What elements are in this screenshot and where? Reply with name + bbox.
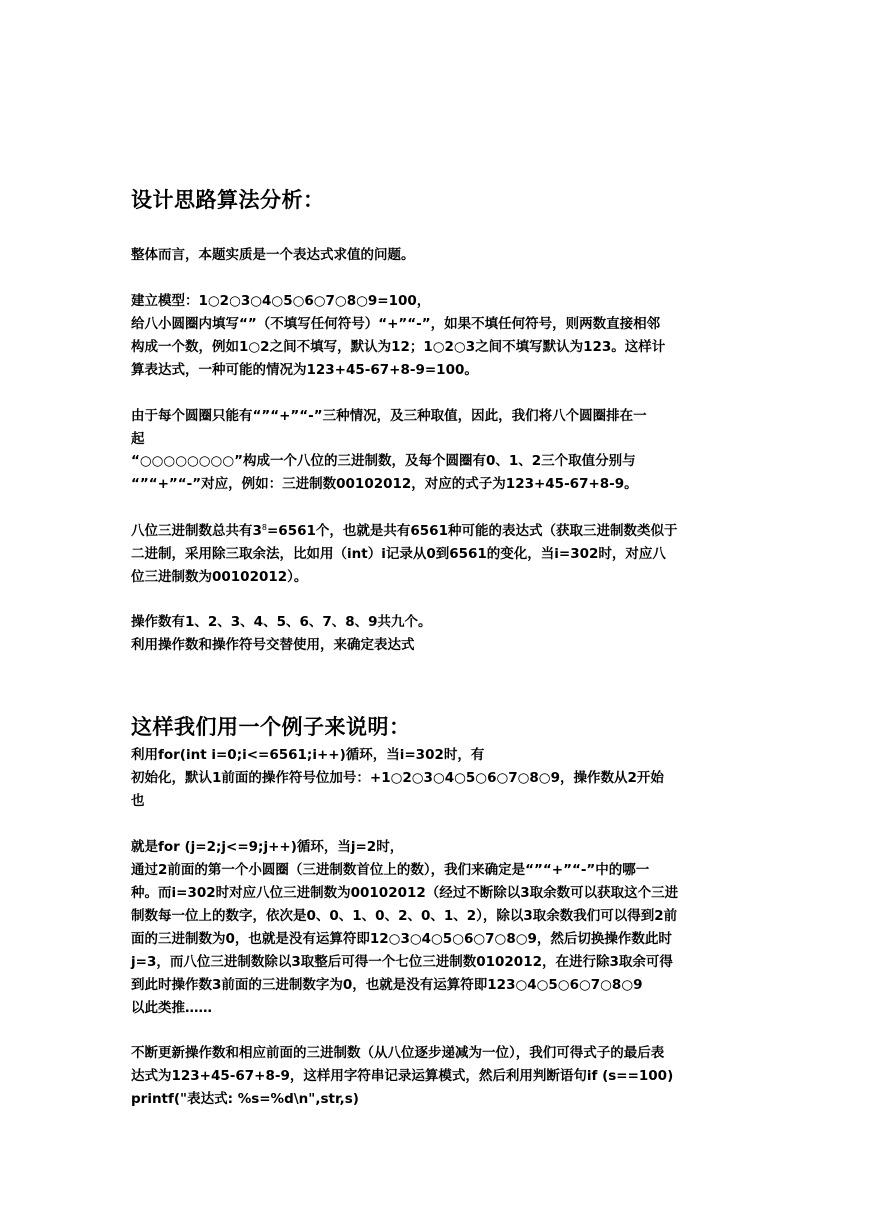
text-line: 由于每个圆圈只能有“”“+”“-”三种情况，及三种取值，因此，我们将八个圆圈排在一 [131,408,647,424]
text-line: j=3，而八位三进制数除以3取整后可得一个七位三进制数0102012，在进行除3取余可得 [131,954,673,970]
text-line: 利用操作数和操作符号交替使用，来确定表达式 [131,637,415,653]
text-line: 不断更新操作数和相应前面的三进制数（从八位逐步递减为一位），我们可得式子的最后表 [131,1045,665,1061]
section-heading-design: 设计思路算法分析： [131,188,325,212]
text-line: 给八小圆圈内填写“”（不填写任何符号）“+”“-”，如果不填任何符号，则两数直接相邻 [131,316,661,332]
text-line: 也 [131,793,145,809]
text-line: 到此时操作数3前面的三进制数字为0，也就是没有运算符即123○4○5○6○7○8○9 [131,977,643,993]
text-line: 初始化，默认1前面的操作符号位加号：+1○2○3○4○5○6○7○8○9，操作数从2开始 [131,770,664,786]
text-line: 达式为123+45-67+8-9，这样用字符串记录运算模式，然后利用判断语句if (s==100) [131,1068,674,1084]
text-segment: =6561个，也就是共有6561种可能的表达式（获取三进制数类似于 [267,523,678,539]
text-line: 起 [131,431,145,447]
text-line: 面的三进制数为0，也就是没有运算符即12○3○4○5○6○7○8○9，然后切换操作数此时 [131,931,672,947]
text-line: 就是for (j=2;j<=9;j++)循环，当j=2时， [131,839,404,855]
text-segment: 八位三进制数总共有3 [131,523,262,539]
text-line: 操作数有1、2、3、4、5、6、7、8、9共九个。 [131,614,432,630]
section-heading-example: 这样我们用一个例子来说明： [131,715,411,739]
text-line: 通过2前面的第一个小圆圈（三进制数首位上的数），我们来确定是“”“+”“-”中的哪一 [131,862,650,878]
text-line: “”“+”“-”对应，例如：三进制数00102012，对应的式子为123+45-67+8-9。 [131,476,638,492]
text-line: 构成一个数，例如1○2之间不填写，默认为12；1○2○3之间不填写默认为123。这样计 [131,339,666,355]
text-line: 算表达式，一种可能的情况为123+45-67+8-9=100。 [131,362,478,378]
text-line: 位三进制数为00102012）。 [131,569,308,585]
text-line: 建立模型：1○2○3○4○5○6○7○8○9=100， [131,293,431,309]
text-line-with-exponent [131,522,677,540]
text-line: 利用for(int i=0;i<=6561;i++)循环，当i=302时，有 [131,747,485,763]
text-line: 种。而i=302时对应八位三进制数为00102012（经过不断除以3取余数可以获取这个三进 [131,885,679,901]
exponent: 8 [261,523,267,532]
text-line: 制数每一位上的数字，依次是0、0、1、0、2、0、1、2），除以3取余数我们可以得到2前 [131,908,678,924]
text-line: 以此类推…… [131,1000,212,1016]
code-line: printf("表达式: %s=%d\n",str,s) [131,1091,359,1107]
text-line: 二进制，采用除三取余法，比如用（int）i记录从0到6561的变化，当i=302时，对应八 [131,546,666,562]
text-line: “○○○○○○○○”构成一个八位的三进制数，及每个圆圈有0、1、2三个取值分别与 [131,453,636,469]
text-line: 整体而言，本题实质是一个表达式求值的问题。 [131,247,415,263]
